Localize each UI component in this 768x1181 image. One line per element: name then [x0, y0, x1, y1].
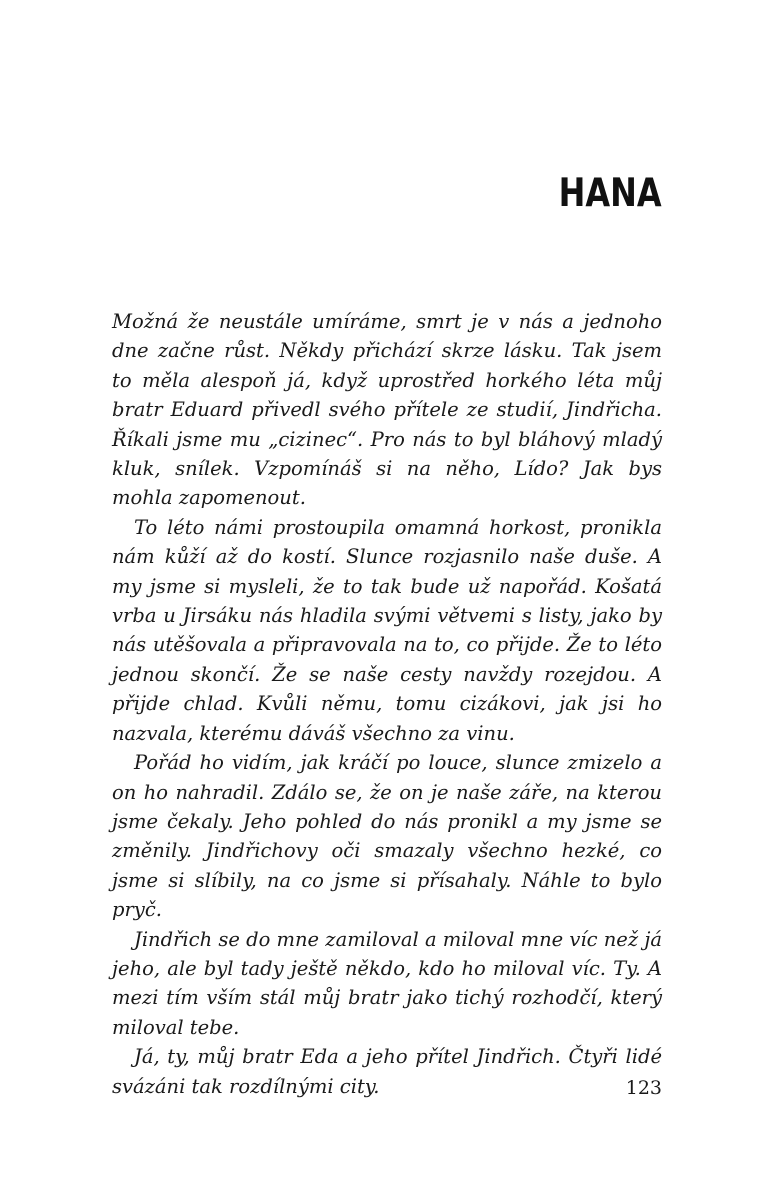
chapter-title: HANA	[558, 171, 662, 216]
body-text	[112, 307, 662, 1101]
paragraph: Já, ty, můj bratr Eda a jeho přítel Jindřich. Čtyři lidé svázáni tak rozdílnými city.	[112, 1045, 662, 1098]
paragraph: To léto námi prostoupila omamná horkost, pronikla nám kůží až do kostí. Slunce rozjasnilo naše duše. A my jsme si mysleli, že to tak bude už napořád. Košatá vrba u Jirsáku nás hladila svými větvemi s listy, jako by nás utěšovala a připravovala na to, co přijde. Že to léto jednou skončí. Že se naše cesty navždy rozejdou. A přijde chlad. Kvůli němu, tomu cizákovi, jak jsi ho nazvala, kterému dáváš všechno za vinu.	[112, 515, 662, 745]
paragraph: Pořád ho vidím, jak kráčí po louce, slunce zmizelo a on ho nahradil. Zdálo se, že on je naše záře, na kterou jsme čekaly. Jeho pohled do nás pronikl a my jsme se změnily. Jindřichovy oči smazaly všechno hezké, co jsme si slíbily, na co jsme si přísahaly. Náhle to bylo pryč.	[112, 751, 662, 922]
paragraph: Jindřich se do mne zamiloval a miloval mne víc než já jeho, ale byl tady ještě někdo, kdo ho miloval víc. Ty. A mezi tím vším stál můj bratr jako tichý rozhodčí, který miloval tebe.	[112, 927, 662, 1039]
paragraph: Možná že neustále umíráme, smrt je v nás a jednoho dne začne růst. Někdy přichází skrze lásku. Tak jsem to měla alespoň já, když uprostřed horkého léta můj bratr Eduard přivedl svého přítele ze studií, Jindřicha. Říkali jsme mu „cizinec“. Pro nás to byl bláhový mladý kluk, snílek. Vzpomínáš si na něho, Lído? Jak bys mohla zapomenout.	[112, 310, 662, 510]
page-number: 123	[625, 1077, 662, 1099]
